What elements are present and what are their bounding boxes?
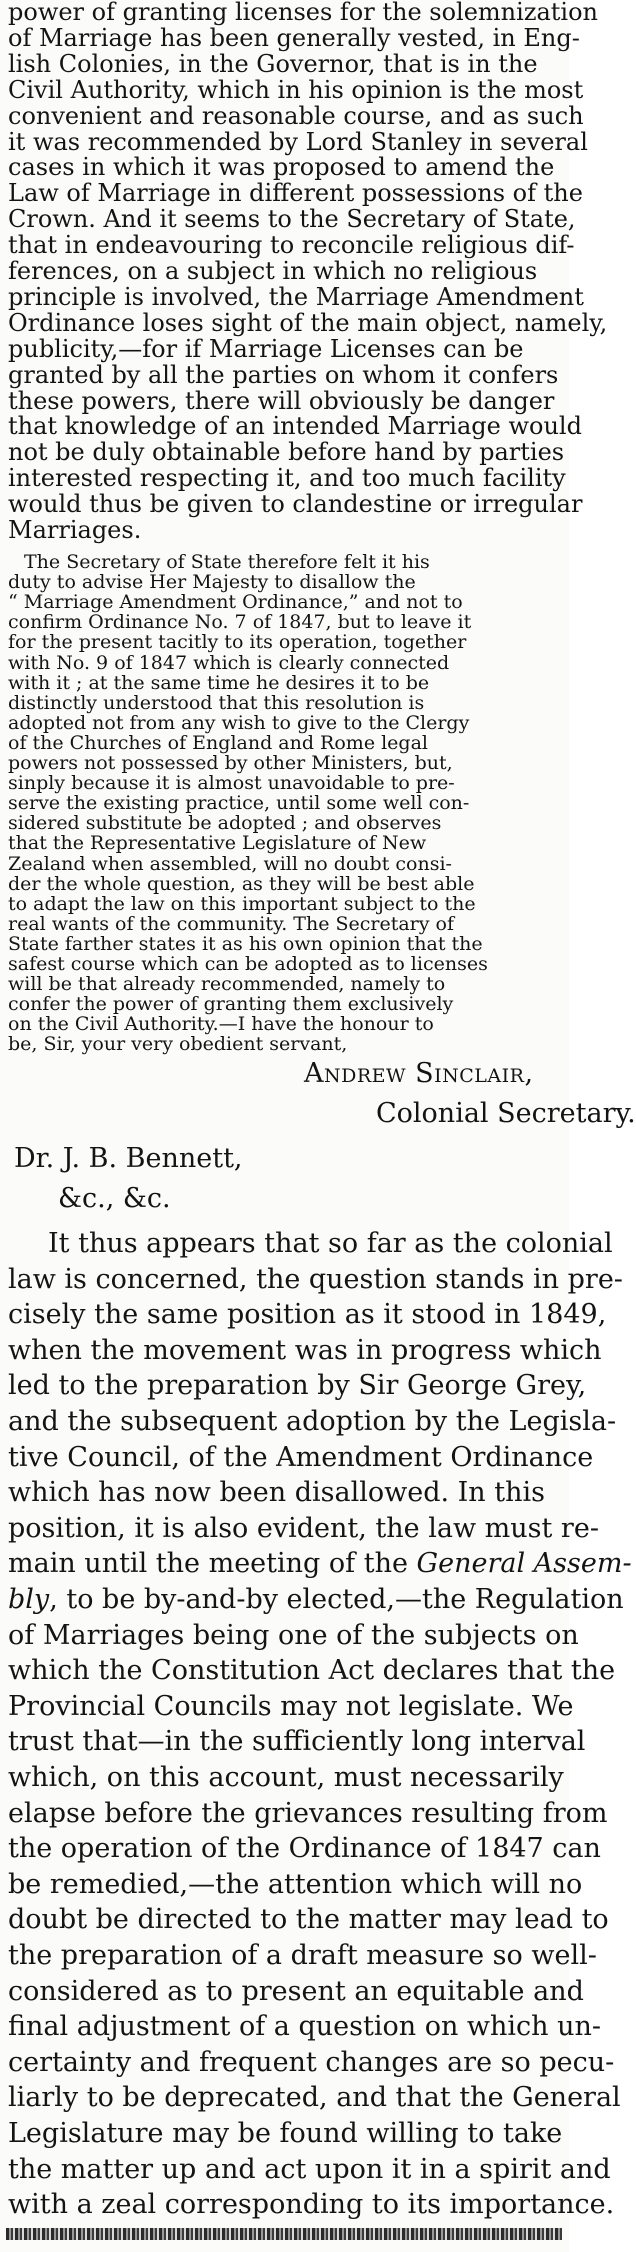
signature-title: Colonial Secretary.	[376, 1098, 636, 1129]
text-line: interested respecting it, and too much facility	[8, 464, 566, 493]
text-line: sinply because it is almost unavoidable to pre-	[8, 772, 455, 795]
addressee-etc: &c., &c.	[58, 1183, 171, 1214]
text-line: real wants of the community. The Secretary of	[8, 912, 454, 935]
text-line: not be duly obtainable before hand by parties	[8, 438, 565, 467]
text-line: would thus be given to clandestine or irregular	[8, 490, 583, 519]
text-line: sidered substitute be adopted ; and observes	[8, 812, 442, 835]
text-line: it was recommended by Lord Stanley in several	[8, 127, 588, 156]
text-line: to adapt the law on this important subject to the	[8, 892, 476, 915]
text-line: Zealand when assembled, will no doubt consi-	[8, 852, 452, 875]
text-line: Civil Authority, which in his opinion is the most	[8, 75, 584, 104]
text-line: liarly to be deprecated, and that the General	[8, 2082, 621, 2114]
text-line: with No. 9 of 1847 which is clearly connected	[8, 651, 450, 674]
text-line: distinctly understood that this resolution is	[8, 691, 425, 714]
text-line: which has now been disallowed. In this	[8, 1477, 546, 1509]
text-line: The Secretary of State therefore felt it his	[24, 551, 430, 573]
text-line: State farther states it as his own opinion that the	[8, 932, 483, 955]
text-line: granted by all the parties on whom it confers	[8, 360, 559, 389]
text-line: final adjustment of a question on which un-	[8, 2011, 602, 2043]
text-line: Provincial Councils may not legislate. We	[8, 1690, 574, 1722]
text-line: duty to advise Her Majesty to disallow the	[8, 571, 416, 594]
text-line: the preparation of a draft measure so well-	[8, 1940, 597, 1971]
text-line: of the Churches of England and Rome legal	[8, 731, 428, 754]
text-line: power of granting licenses for the solemnization	[8, 0, 598, 26]
text-line: that the Representative Legislature of New	[8, 832, 427, 855]
text-line: certainty and frequent changes are so pecu-	[8, 2046, 615, 2078]
text-line: Law of Marriage in different possessions of the	[8, 179, 583, 208]
text-line: publicity,—for if Marriage Licenses can be	[8, 334, 524, 363]
text-line: safest course which can be adopted as to licenses	[8, 953, 488, 975]
text-line: convenient and reasonable course, and as such	[8, 101, 584, 130]
text-line: law is concerned, the question stands in pre-	[8, 1263, 623, 1295]
text-line: that knowledge of an intended Marriage would	[8, 412, 582, 441]
text-line: led to the preparation by Sir George Grey,	[8, 1370, 587, 1402]
text-line: with a zeal corresponding to its importance.	[8, 2189, 615, 2221]
text-line: Crown. And it seems to the Secretary of State,	[8, 205, 576, 234]
decorative-rule	[6, 2228, 562, 2240]
text-line: cisely the same position as it stood in 1849,	[8, 1299, 607, 1331]
text-line: It thus appears that so far as the colonial	[48, 1228, 613, 1259]
text-line: principle is involved, the Marriage Amendment	[8, 282, 584, 311]
text-line: main until the meeting of the General Assem-	[8, 1548, 632, 1580]
text-line: serve the existing practice, until some well con-	[8, 792, 470, 815]
text-line: for the present tacitly to its operation, together	[8, 631, 467, 654]
text-line: der the whole question, as they will be best able	[8, 872, 475, 895]
text-line: these powers, there will obviously be danger	[8, 386, 555, 415]
text-line: Legislature may be found willing to take	[8, 2118, 563, 2149]
text-line: will be that already recommended, namely to	[8, 973, 446, 996]
text-line: bly, to be by-and-by elected,—the Regulation	[8, 1584, 624, 1615]
text-line: ferences, on a subject in which no religious	[8, 257, 538, 285]
text-line: confer the power of granting them exclusively	[8, 993, 454, 1016]
addressee-name: Dr. J. B. Bennett,	[14, 1143, 243, 1174]
text-line: of Marriage has been generally vested, in Eng-	[8, 23, 580, 52]
text-line: when the movement was in progress which	[8, 1334, 602, 1366]
text-line: be, Sir, your very obedient servant,	[8, 1033, 348, 1056]
text-line: the operation of the Ordinance of 1847 can	[8, 1833, 601, 1865]
text-line: considered as to present an equitable and	[8, 1975, 584, 2007]
text-line: and the subsequent adoption by the Legisla-	[8, 1406, 617, 1437]
text-line: lish Colonies, in the Governor, that is in the	[8, 49, 538, 78]
text-line: elapse before the grievances resulting from	[8, 1797, 608, 1829]
text-line: with it ; at the same time he desires it to be	[8, 671, 430, 694]
text-line: “ Marriage Amendment Ordinance,” and not to	[8, 591, 463, 614]
text-line: of Marriages being one of the subjects on	[8, 1619, 579, 1651]
text-line: be remedied,—the attention which will no	[8, 1868, 583, 1900]
text-line: on the Civil Authority.—I have the honour to	[8, 1013, 434, 1036]
text-line: confirm Ordinance No. 7 of 1847, but to leave it	[8, 611, 472, 634]
text-line: cases in which it was proposed to amend the	[8, 153, 555, 182]
signature-name: Andrew Sinclair,	[304, 1058, 534, 1089]
text-line: powers not possessed by other Ministers, but,	[8, 752, 453, 774]
text-line: Marriages.	[8, 516, 142, 544]
text-line: adopted not from any wish to give to the Clergy	[8, 711, 470, 734]
text-line: the matter up and act upon it in a spirit and	[8, 2153, 611, 2185]
text-line: that in endeavouring to reconcile religious dif-	[8, 231, 575, 260]
text-line: trust that—in the sufficiently long interval	[8, 1726, 586, 1758]
text-line: tive Council, of the Amendment Ordinance	[8, 1441, 594, 1473]
text-line: doubt be directed to the matter may lead to	[8, 1904, 609, 1936]
text-line: Ordinance loses sight of the main object, namely,	[8, 308, 608, 337]
text-line: which, on this account, must necessarily	[8, 1762, 564, 1793]
text-line: position, it is also evident, the law must re-	[8, 1512, 599, 1544]
text-line: which the Constitution Act declares that the	[8, 1655, 616, 1687]
